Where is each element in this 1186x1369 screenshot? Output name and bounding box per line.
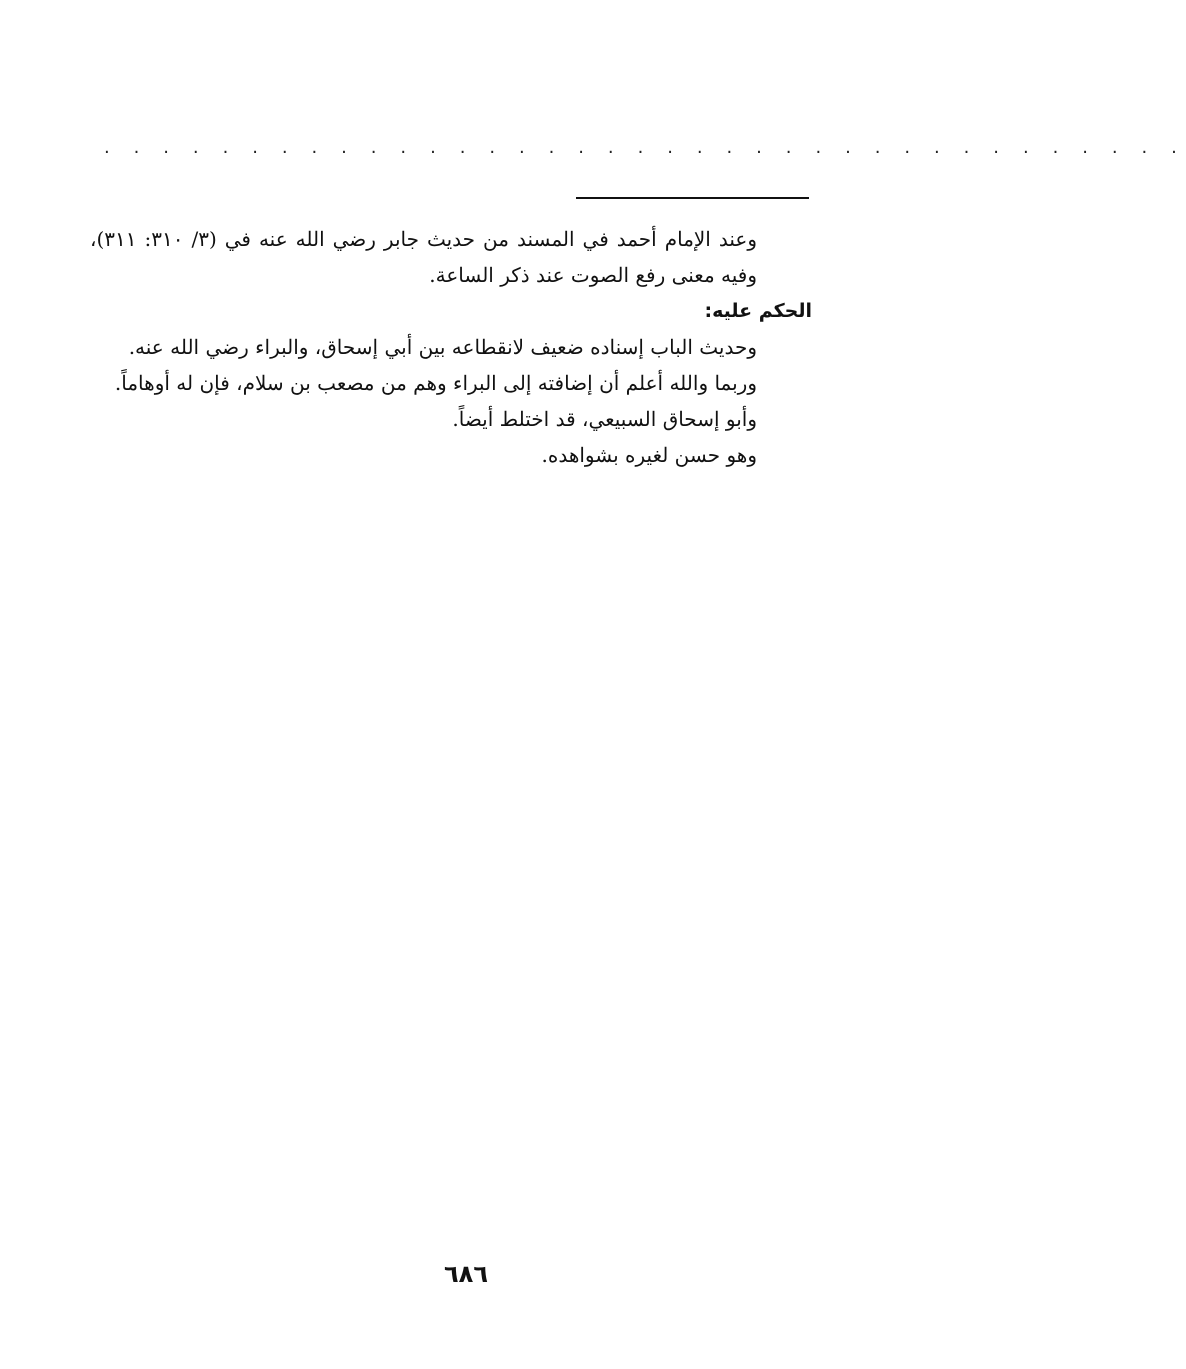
- ruling-heading: الحكم عليه:: [704, 300, 812, 322]
- ruling-paragraph-1: وحديث الباب إسناده ضعيف لانقطاعه بين أبي إسحاق، والبراء رضي الله عنه.: [128, 335, 757, 359]
- page-number: ٦٨٦: [444, 1260, 488, 1288]
- ruling-paragraph-3: وأبو إسحاق السبيعي، قد اختلط أيضاً.: [452, 407, 757, 431]
- ruling-paragraph-2: وربما والله أعلم أن إضافته إلى البراء وهم من مصعب بن سلام، فإن له أوهاماً.: [114, 371, 757, 395]
- dotted-separator: . . . . . . . . . . . . . . . . . . . . . . . . . . . . . . . . . . . . .: [104, 137, 1186, 158]
- footnote-rule: [576, 197, 809, 199]
- ruling-paragraph-4: وهو حسن لغيره بشواهده.: [541, 443, 757, 467]
- footnote-paragraph: وعند الإمام أحمد في المسند من حديث جابر رضي الله عنه في (٣/ ٣١٠: ٣١١)، وفيه معنى رفع الصوت عند ذكر الساعة.: [90, 227, 757, 287]
- text-body: [90, 221, 812, 473]
